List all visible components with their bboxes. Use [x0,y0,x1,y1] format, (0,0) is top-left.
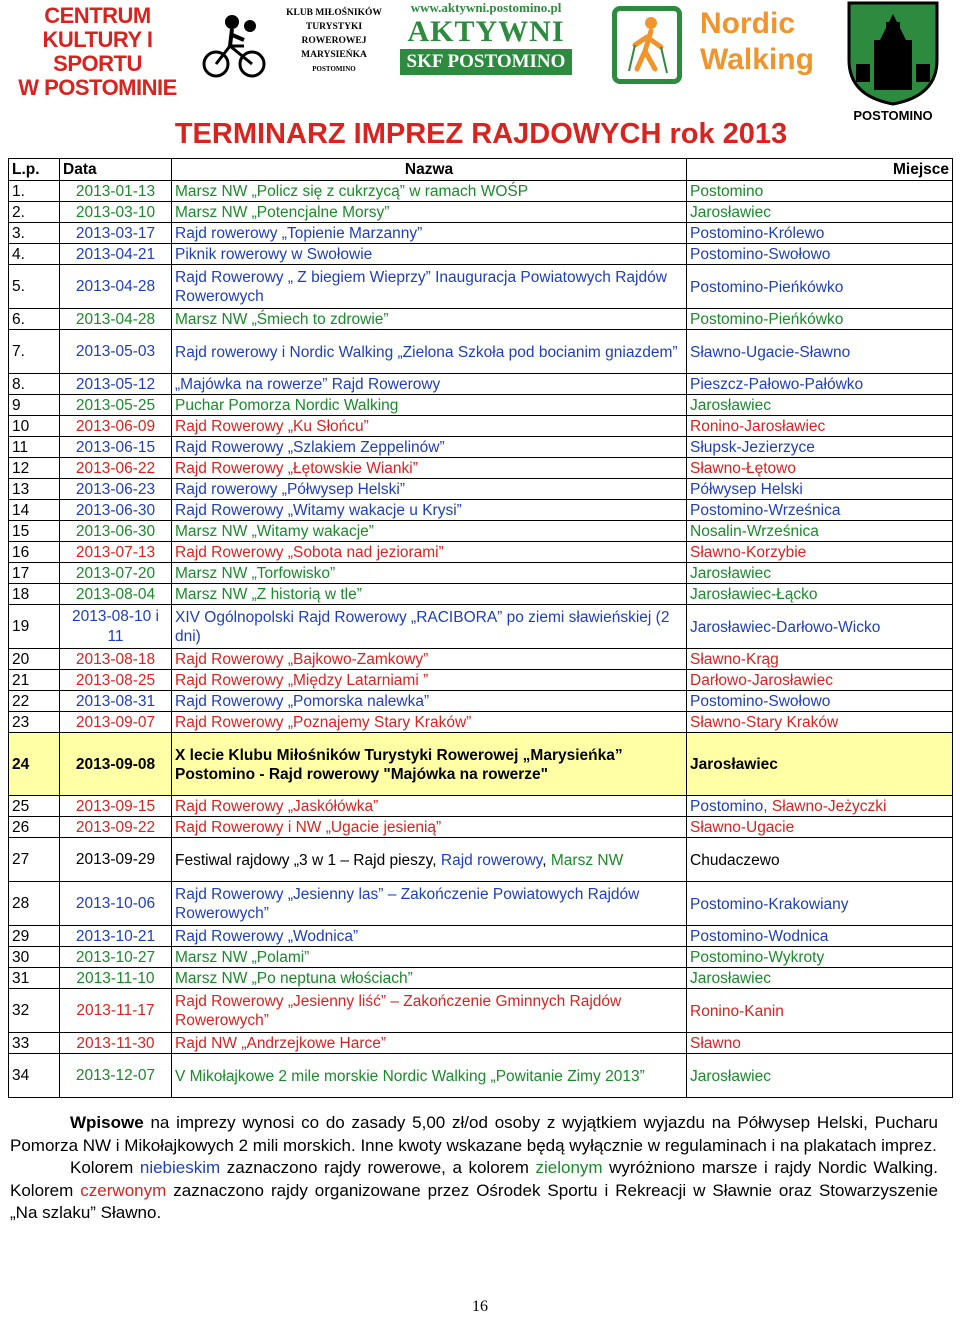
table-row [9,458,953,479]
row-date: 2013-09-07 [60,712,172,733]
row-date: 2013-06-15 [60,437,172,458]
row-lp: 13 [9,479,60,500]
table-row [9,374,953,395]
row-place: Jarosławiec [687,968,953,989]
row-place: Sławno-Stary Kraków [687,712,953,733]
row-date: 2013-06-30 [60,521,172,542]
row-date: 2013-03-17 [60,223,172,244]
table-row [9,479,953,500]
legend-blue: niebieskim [139,1158,221,1177]
row-date: 2013-06-09 [60,416,172,437]
row-lp: 3. [9,223,60,244]
row-name: Marsz NW „Śmiech to zdrowie” [172,309,687,330]
row-name-part: Rajd rowerowy [440,851,543,869]
row-name: Rajd rowerowy „Topienie Marzanny” [172,223,687,244]
row-place: Jarosławiec [687,1054,953,1098]
row-name: Puchar Pomorza Nordic Walking [172,395,687,416]
row-lp: 25 [9,796,60,817]
row-date: 2013-03-10 [60,202,172,223]
logo-text: POSTOMINO [312,65,356,73]
row-date: 2013-09-29 [60,838,172,882]
row-name: Marsz NW „Torfowisko” [172,563,687,584]
row-lp: 14 [9,500,60,521]
row-place: Słupsk-Jezierzyce [687,437,953,458]
row-name: Rajd Rowerowy „Poznajemy Stary Kraków” [172,712,687,733]
table-row [9,733,953,796]
header-name: Nazwa [172,159,687,181]
row-place: Pieszcz-Pałowo-Pałówko [687,374,953,395]
row-lp: 33 [9,1033,60,1054]
table-row [9,691,953,712]
row-lp: 2. [9,202,60,223]
row-lp: 30 [9,947,60,968]
row-lp: 9 [9,395,60,416]
row-lp: 7. [9,330,60,374]
row-lp: 19 [9,605,60,649]
table-row [9,882,953,926]
logo-text: KULTURY I SPORTU [42,27,153,76]
legend-red: czerwonym [80,1180,167,1200]
row-date: 2013-10-06 [60,882,172,926]
row-name: Rajd Rowerowy „Pomorska nalewka” [172,691,687,712]
row-name: Rajd Rowerowy „Bajkowo-Zamkowy” [172,649,687,670]
table-header-row [9,159,953,181]
row-date: 2013-08-25 [60,670,172,691]
row-lp: 1. [9,181,60,202]
fee-note-label: Wpisowe [70,1113,144,1132]
logo-text: MARYSIEŃKA [301,50,367,60]
row-lp: 6. [9,309,60,330]
table-row [9,968,953,989]
logo-text: KLUB MIŁOŚNIKÓW [286,8,382,18]
row-place-part: Postomino, [690,797,772,815]
table-row [9,817,953,838]
row-date: 2013-08-31 [60,691,172,712]
row-date: 2013-11-10 [60,968,172,989]
row-date: 2013-05-03 [60,330,172,374]
row-lp: 11 [9,437,60,458]
row-place: Półwysep Helski [687,479,953,500]
row-date: 2013-04-21 [60,244,172,265]
logo-text: W POSTOMINIE [18,75,177,100]
row-name: Piknik rowerowy w Swołowie [172,244,687,265]
logo-text: Walking [700,43,814,76]
legend-text: wyróżniono marsze i rajdy Nordic Walking. Kolorem [10,1158,938,1200]
table-row [9,395,953,416]
row-lp: 5. [9,265,60,309]
table-row [9,584,953,605]
row-place: Postomino-Pieńkówko [687,309,953,330]
row-name-part: , [542,851,551,869]
header-lp: L.p. [9,159,60,181]
row-lp: 8. [9,374,60,395]
table-row [9,563,953,584]
table-row [9,649,953,670]
row-name: Marsz NW „Policz się z cukrzycą” w ramach WOŚP [172,181,687,202]
page-number: 16 [472,1298,488,1315]
row-name-part: Festiwal rajdowy „3 w 1 – Rajd pieszy, [175,851,441,869]
row-place: Jarosławiec [687,395,953,416]
row-lp: 4. [9,244,60,265]
row-place: Darłowo-Jarosławiec [687,670,953,691]
row-place: Postomino-Wrześnica [687,500,953,521]
logo-nordic-walking [612,6,822,84]
page-title: TERMINARZ IMPREZ RAJDOWYCH rok 2013 [174,118,788,150]
row-name: Rajd Rowerowy „Jesienny liść” – Zakończenie Gminnych Rajdów Rowerowych” [172,989,687,1033]
row-date: 2013-06-22 [60,458,172,479]
table-row [9,670,953,691]
row-date: 2013-10-27 [60,947,172,968]
row-date: 2013-07-20 [60,563,172,584]
table-row [9,244,953,265]
row-lp: 17 [9,563,60,584]
row-date: 2013-06-23 [60,479,172,500]
row-place: Sławno-Ugacie-Sławno [687,330,953,374]
row-date: 2013-06-30 [60,500,172,521]
logo-text: AKTYWNI [407,15,565,48]
logo-aktywni [400,0,572,80]
row-name: Rajd rowerowy i Nordic Walking „Zielona Szkoła pod bocianim gniazdem” [172,330,687,374]
row-lp: 23 [9,712,60,733]
row-lp: 24 [9,733,60,796]
logo-text: CENTRUM [44,3,151,28]
table-row [9,926,953,947]
row-date: 2013-09-15 [60,796,172,817]
row-name: Marsz NW „Z historią w tle” [172,584,687,605]
legend-text: Kolorem [70,1158,140,1177]
header-date: Data [60,159,172,181]
table-row [9,223,953,244]
logo-ck-postomino [10,4,185,100]
row-place: Chudaczewo [687,838,953,882]
table-row [9,521,953,542]
row-lp: 34 [9,1054,60,1098]
row-place: Jarosławiec [687,563,953,584]
row-lp: 26 [9,817,60,838]
row-name: Rajd rowerowy „Półwysep Helski” [172,479,687,500]
row-date: 2013-08-10 i 11 [60,605,172,649]
row-date: 2013-01-13 [60,181,172,202]
row-place: Postomino [687,181,953,202]
fee-note-text: na imprezy wynosi co do zasady 5,00 zł/od osoby z wyjątkiem wyjazdu na Półwysep Helski, Pucharu Pomorza NW i Mikołajkowych 2 mili morskich. Inne kwoty wskazane będą wyłącznie w regulaminach i na plakatach imprez. [10,1113,938,1155]
row-lp: 10 [9,416,60,437]
row-name: Rajd Rowerowy „Łętowskie Wianki” [172,458,687,479]
postomino-crest-icon [846,0,940,106]
logo-text: ROWEROWEJ [301,36,367,46]
table-row [9,989,953,1033]
fee-note [10,1112,938,1157]
row-lp: 16 [9,542,60,563]
logo-bar [0,0,960,125]
footer-notes [10,1112,938,1225]
logo-text: TURYSTYKI [305,22,363,32]
row-name-part: Marsz NW [550,851,624,869]
row-date: 2013-05-12 [60,374,172,395]
row-date: 2013-12-07 [60,1054,172,1098]
logo-url: www.aktywni.postomino.pl [410,0,562,15]
row-name: Rajd Rowerowy „Sobota nad jeziorami” [172,542,687,563]
row-place: Jarosławiec [687,202,953,223]
row-date: 2013-08-04 [60,584,172,605]
row-place: Ronino-Kanin [687,989,953,1033]
row-place: Sławno [687,1033,953,1054]
crest-caption: POSTOMINO [853,108,933,123]
row-place: Nosalin-Wrześnica [687,521,953,542]
row-place: Sławno-Krąg [687,649,953,670]
header-place: Miejsce [687,159,953,181]
row-lp: 18 [9,584,60,605]
row-name: Rajd Rowerowy „Wodnica” [172,926,687,947]
color-legend-note [10,1157,938,1225]
logo-klub-marysienka [200,6,390,82]
row-place: Jarosławiec [687,733,953,796]
table-row [9,265,953,309]
row-place: Ronino-Jarosławiec [687,416,953,437]
row-place: Sławno-Korzybie [687,542,953,563]
row-name: Marsz NW „Po neptuna włościach” [172,968,687,989]
row-lp: 27 [9,838,60,882]
row-name: Marsz NW „Witamy wakacje” [172,521,687,542]
row-name: Rajd Rowerowy „Między Latarniami ” [172,670,687,691]
legend-text: zaznaczono rajdy organizowane przez Ośrodek Sportu i Rekreacji w Sławnie oraz Stowarzyszenie „Na szlaku” Sławno. [10,1180,938,1222]
row-lp: 22 [9,691,60,712]
table-row [9,437,953,458]
row-lp: 20 [9,649,60,670]
row-name: Marsz NW „Polami” [172,947,687,968]
row-name: V Mikołajkowe 2 mile morskie Nordic Walking „Powitanie Zimy 2013” [172,1054,687,1098]
row-name: „Majówka na rowerze” Rajd Rowerowy [172,374,687,395]
table-row [9,330,953,374]
row-name: X lecie Klubu Miłośników Turystyki Rowerowej „Marysieńka” Postomino - Rajd rowerowy "Majówka na rowerze" [172,733,687,796]
row-place: Jarosławiec-Łącko [687,584,953,605]
row-name: Rajd Rowerowy i NW „Ugacie jesienią” [172,817,687,838]
row-date: 2013-10-21 [60,926,172,947]
row-name [172,838,687,882]
table-row [9,181,953,202]
table-row [9,542,953,563]
row-place: Postomino-Krakowiany [687,882,953,926]
row-date: 2013-09-22 [60,817,172,838]
row-lp: 12 [9,458,60,479]
table-row [9,796,953,817]
table-row [9,712,953,733]
row-place: Sławno-Ugacie [687,817,953,838]
row-place: Sławno-Łętowo [687,458,953,479]
row-name: Marsz NW „Potencjalne Morsy” [172,202,687,223]
row-lp: 31 [9,968,60,989]
row-name: Rajd Rowerowy „ Z biegiem Wieprzy” Inauguracja Powiatowych Rajdów Rowerowych [172,265,687,309]
row-date: 2013-04-28 [60,265,172,309]
table-row [9,1054,953,1098]
row-date: 2013-11-17 [60,989,172,1033]
row-place [687,796,953,817]
row-lp: 29 [9,926,60,947]
row-place: Postomino-Swołowo [687,244,953,265]
row-date: 2013-07-13 [60,542,172,563]
table-row [9,309,953,330]
table-row [9,500,953,521]
legend-text: zaznaczono rajdy rowerowe, a kolorem [220,1158,536,1177]
row-date: 2013-04-28 [60,309,172,330]
row-place-part: Sławno-Jeżyczki [771,797,887,815]
row-name: XIV Ogólnopolski Rajd Rowerowy „RACIBORA” po ziemi sławieńskiej (2 dni) [172,605,687,649]
table-row [9,838,953,882]
cyclists-icon [200,10,274,80]
row-date: 2013-11-30 [60,1033,172,1054]
logo-text: Nordic [700,7,796,40]
row-lp: 21 [9,670,60,691]
events-table [8,158,953,1098]
row-date: 2013-09-08 [60,733,172,796]
row-place: Jarosławiec-Darłowo-Wicko [687,605,953,649]
row-name: Rajd NW „Andrzejkowe Harce” [172,1033,687,1054]
row-place: Postomino-Wykroty [687,947,953,968]
legend-green: zielonym [535,1158,603,1177]
logo-text: SKF POSTOMINO [400,49,572,75]
row-name: Rajd Rowerowy „Ku Słońcu” [172,416,687,437]
table-row [9,605,953,649]
row-lp: 15 [9,521,60,542]
row-name: Rajd Rowerowy „Jesienny las” – Zakończenie Powiatowych Rajdów Rowerowych” [172,882,687,926]
row-date: 2013-08-18 [60,649,172,670]
row-place: Postomino-Pieńkówko [687,265,953,309]
row-name: Rajd Rowerowy „Jaskółówka” [172,796,687,817]
row-place: Postomino-Swołowo [687,691,953,712]
row-place: Postomino-Wodnica [687,926,953,947]
table-row [9,1033,953,1054]
table-row [9,947,953,968]
row-lp: 28 [9,882,60,926]
table-row [9,416,953,437]
nordic-walker-icon [612,6,682,84]
row-place: Postomino-Królewo [687,223,953,244]
table-row [9,202,953,223]
row-name: Rajd Rowerowy „Witamy wakacje u Krysi” [172,500,687,521]
row-name: Rajd Rowerowy „Szlakiem Zeppelinów” [172,437,687,458]
row-date: 2013-05-25 [60,395,172,416]
row-lp: 32 [9,989,60,1033]
